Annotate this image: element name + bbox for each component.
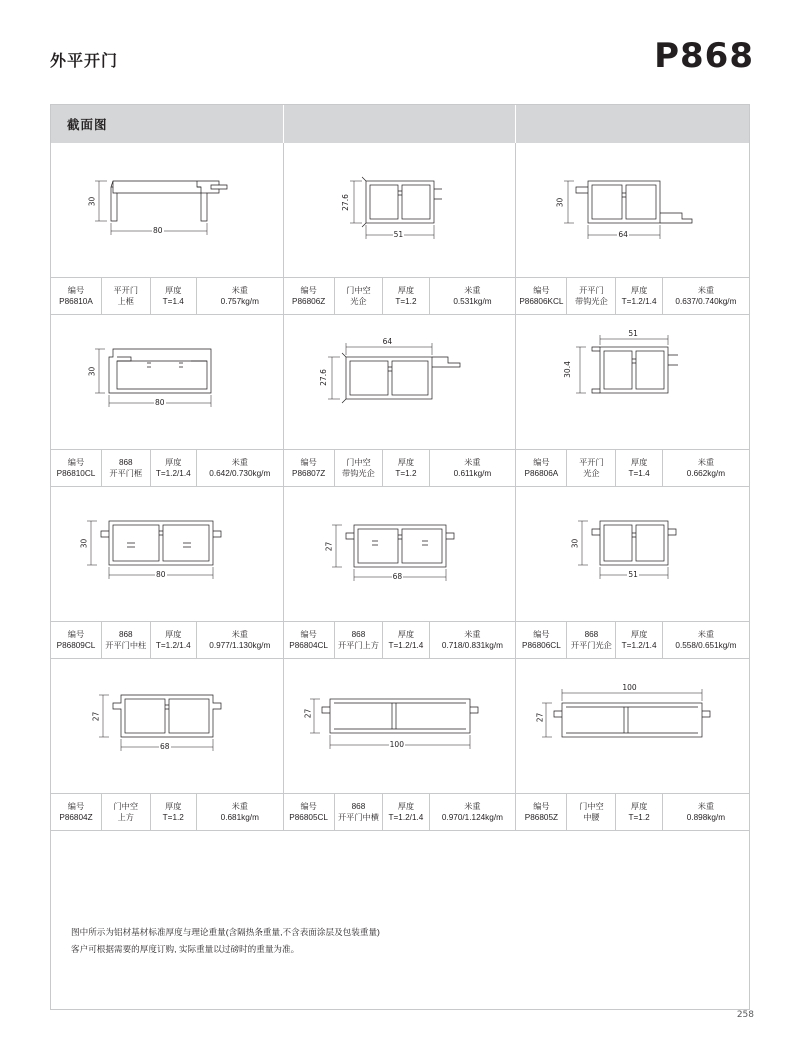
footnote [71,924,380,957]
spec-row-3 [51,622,749,659]
profile-drawing-p86806kcl [516,143,749,277]
section-header-cell-2 [284,105,517,143]
spec-value-thickness: T=1.2 [162,813,184,822]
spec-label-weight: 米重 [697,457,715,467]
spec-label-code: 编号 [300,285,317,295]
spec-value-thickness: T=1.2/1.4 [155,641,191,650]
profile-drawing-p86806cl [516,487,749,621]
dim-width-p86806kcl: 64 [618,230,628,239]
spec-value-weight: 0.757kg/m [220,297,259,306]
spec-cell-p86806kcl [516,278,749,314]
profile-drawing-p86810a [51,143,284,277]
spec-name-p86804cl [335,622,384,658]
dim-height-p86805cl: 27 [302,708,312,719]
spec-code-p86809cl [51,622,102,658]
spec-row-1 [51,278,749,315]
spec-label-thickness: 厚度 [165,457,182,467]
spec-weight-p86810a [197,278,283,314]
spec-row-4 [51,794,749,831]
spec-label-thickness: 厚度 [397,629,415,639]
spec-name-line1: 门中空 [113,801,139,811]
spec-label-code: 编号 [300,629,317,639]
spec-thickness-p86809cl [151,622,197,658]
spec-name-line1: 868 [118,629,133,639]
spec-label-code: 编号 [533,285,550,295]
spec-thickness-p86804cl [383,622,429,658]
spec-name-line2: 开平门中横 [337,813,379,822]
spec-weight-p86805z [663,794,749,830]
spec-value-thickness: T=1.2/1.4 [388,813,424,822]
dim-height-p86805z: 27 [535,712,545,723]
spec-name-p86806a [567,450,616,486]
spec-label-weight: 米重 [464,285,481,295]
drawing-cell-p86806a [516,315,749,449]
drawing-row-3 [51,487,749,622]
spec-value-thickness: T=1.4 [162,297,184,306]
dim-width-p86809cl: 80 [156,570,166,579]
spec-value-code: P86804CL [289,641,328,650]
spec-name-line1: 门中空 [346,457,371,467]
spec-value-thickness: T=1.2/1.4 [388,641,424,650]
profile-drawing-p86806z [284,143,517,277]
dim-height-p86810a: 30 [87,196,97,207]
spec-label-code: 编号 [67,801,85,811]
spec-label-thickness: 厚度 [397,285,415,295]
spec-thickness-p86810cl [151,450,197,486]
dim-height-p86806a: 30.4 [563,361,573,378]
spec-code-p86810a [51,278,102,314]
spec-name-line2: 光企 [350,297,367,306]
spec-value-code: P86804Z [59,813,93,822]
spec-cell-p86810a [51,278,284,314]
drawing-cell-p86806kcl [516,143,749,277]
spec-cell-p86806a [516,450,749,486]
spec-code-p86810cl [51,450,102,486]
spec-thickness-p86806kcl [616,278,663,314]
dim-width-p86810a: 80 [153,226,163,235]
spec-label-weight: 米重 [231,801,248,811]
spec-label-weight: 米重 [464,801,481,811]
spec-label-code: 编号 [533,629,550,639]
dim-width-p86806z: 51 [393,230,404,239]
dim-height-p86810cl: 30 [87,366,97,377]
spec-label-thickness: 厚度 [630,285,648,295]
spec-weight-p86806kcl [663,278,749,314]
spec-value-code: P86806Z [292,297,326,306]
spec-cell-p86809cl [51,622,284,658]
spec-name-p86806cl [567,622,616,658]
spec-value-weight: 0.611kg/m [453,469,492,478]
spec-weight-p86805cl [430,794,516,830]
spec-name-line1: 868 [584,629,599,639]
spec-code-p86804cl [284,622,335,658]
spec-value-weight: 0.642/0.730kg/m [209,469,271,478]
spec-value-code: P86810CL [56,469,96,478]
spec-label-code: 编号 [67,285,85,295]
spec-name-line2: 开平门光企 [570,641,612,650]
spec-name-p86805cl [335,794,384,830]
spec-value-thickness: T=1.2/1.4 [621,297,657,306]
spec-name-line2: 光企 [583,469,600,478]
drawing-cell-p86806z [284,143,517,277]
drawing-cell-p86804cl [284,487,517,621]
spec-name-line1: 平开门 [579,457,604,467]
spec-thickness-p86806a [616,450,663,486]
profile-drawing-p86804cl [284,487,517,621]
footnote-line-1: 图中所示为铝材基材标准厚度与理论重量(含隔热条重量,不含表面涂层及包装重量) [71,927,380,938]
drawing-cell-p86805z [516,659,749,793]
spec-value-thickness: T=1.4 [628,469,650,478]
spec-label-thickness: 厚度 [630,457,648,467]
dim-height-p86804cl: 27 [323,541,333,552]
spec-label-code: 编号 [533,457,550,467]
dim-width-p86806cl: 51 [628,570,638,579]
spec-label-weight: 米重 [697,285,715,295]
spec-weight-p86804cl [430,622,516,658]
spec-label-code: 编号 [533,801,550,811]
spec-value-thickness: T=1.2/1.4 [155,469,191,478]
section-header-row [51,105,749,143]
spec-code-p86806kcl [516,278,567,314]
profile-table [50,104,750,1010]
spec-name-line1: 868 [351,801,366,811]
spec-label-code: 编号 [300,801,317,811]
spec-name-line2: 带钩光企 [575,297,608,306]
profile-drawing-p86805z [516,659,749,793]
spec-cell-p86805cl [284,794,517,830]
spec-thickness-p86804z [151,794,197,830]
spec-cell-p86805z [516,794,749,830]
spec-name-line1: 平开门 [113,285,139,295]
dim-width-p86806a: 51 [628,329,638,338]
spec-weight-p86806z [430,278,516,314]
spec-code-p86806a [516,450,567,486]
spec-weight-p86804z [197,794,283,830]
spec-value-weight: 0.637/0.740kg/m [675,297,737,306]
spec-label-thickness: 厚度 [630,801,648,811]
spec-name-line1: 868 [351,629,366,639]
spec-value-thickness: T=1.2 [395,469,417,478]
dim-height-p86806kcl: 30 [555,197,565,208]
spec-label-weight: 米重 [231,285,248,295]
spec-value-code: P86806A [524,469,559,478]
dim-width-p86805cl: 100 [389,740,404,749]
dim-height-p86807z: 27.6 [318,369,328,386]
dim-width-p86807z: 64 [382,337,393,346]
spec-label-thickness: 厚度 [165,285,182,295]
spec-value-weight: 0.970/1.124kg/m [441,813,503,822]
spec-value-weight: 0.681kg/m [220,813,259,822]
page-header [0,36,800,92]
profile-drawing-p86809cl [51,487,284,621]
spec-code-p86807z [284,450,335,486]
spec-thickness-p86805cl [383,794,429,830]
spec-code-p86804z [51,794,102,830]
spec-value-thickness: T=1.2 [395,297,417,306]
footnote-line-2: 客户可根据需要的厚度订购, 实际重量以过磅时的重量为准。 [71,943,300,954]
profile-drawing-p86804z [51,659,284,793]
spec-value-code: P86807Z [292,469,326,478]
spec-label-code: 编号 [67,629,85,639]
section-header-label: 截面图 [67,118,108,132]
spec-value-code: P86806KCL [519,297,564,306]
spec-weight-p86806cl [663,622,749,658]
page-number: 258 [736,1010,754,1020]
spec-label-thickness: 厚度 [165,801,182,811]
spec-thickness-p86810a [151,278,197,314]
section-header-cell-3 [516,105,749,143]
spec-value-weight: 0.662kg/m [686,469,726,478]
dim-height-p86806cl: 30 [570,538,580,549]
spec-name-line2: 带钩光企 [342,469,375,478]
spec-thickness-p86806cl [616,622,663,658]
spec-label-weight: 米重 [697,629,715,639]
spec-value-thickness: T=1.2/1.4 [621,641,657,650]
section-header-cell-1 [51,105,284,143]
spec-cell-p86807z [284,450,517,486]
spec-label-thickness: 厚度 [630,629,648,639]
spec-label-weight: 米重 [231,629,248,639]
dim-width-p86805z: 100 [622,683,637,692]
spec-name-p86806z [335,278,384,314]
spec-value-code: P86805CL [289,813,328,822]
dim-width-p86804z: 68 [160,742,170,751]
spec-name-line2: 上框 [117,297,134,306]
spec-thickness-p86806z [383,278,429,314]
spec-value-code: P86806CL [522,641,561,650]
spec-code-p86805cl [284,794,335,830]
spec-cell-p86804z [51,794,284,830]
spec-label-weight: 米重 [697,801,715,811]
spec-name-p86806kcl [567,278,616,314]
dim-height-p86809cl: 30 [79,538,89,549]
profile-drawing-p86805cl [284,659,517,793]
spec-label-thickness: 厚度 [397,801,415,811]
drawing-cell-p86807z [284,315,517,449]
spec-cell-p86806z [284,278,517,314]
drawing-cell-p86810cl [51,315,284,449]
dim-width-p86810cl: 80 [155,398,165,407]
spec-name-line1: 868 [118,457,133,467]
drawing-cell-p86809cl [51,487,284,621]
spec-value-weight: 0.977/1.130kg/m [209,641,271,650]
spec-value-code: P86805Z [524,813,559,822]
note-area [51,831,749,1009]
spec-code-p86806cl [516,622,567,658]
dim-height-p86804z: 27 [91,711,101,722]
spec-value-thickness: T=1.2 [628,813,650,822]
drawing-cell-p86804z [51,659,284,793]
spec-name-line2: 中腰 [583,813,600,822]
spec-name-p86807z [335,450,384,486]
spec-weight-p86807z [430,450,516,486]
spec-code-p86806z [284,278,335,314]
spec-name-line2: 开平门中柱 [105,641,147,650]
dim-width-p86804cl: 68 [392,572,403,581]
drawing-row-2 [51,315,749,450]
spec-row-2 [51,450,749,487]
spec-thickness-p86807z [383,450,429,486]
spec-name-p86805z [567,794,616,830]
spec-name-line1: 门中空 [579,801,604,811]
spec-name-line1: 开平门 [579,285,604,295]
spec-cell-p86810cl [51,450,284,486]
spec-label-code: 编号 [67,457,85,467]
spec-value-code: P86810A [59,297,93,306]
spec-value-code: P86809CL [56,641,96,650]
spec-label-code: 编号 [300,457,317,467]
spec-label-thickness: 厚度 [165,629,182,639]
spec-name-p86810cl [102,450,151,486]
spec-value-weight: 0.898kg/m [686,813,726,822]
spec-label-thickness: 厚度 [397,457,415,467]
page-title: 外平开门 [50,53,119,70]
drawing-row-4 [51,659,749,794]
drawing-row-1 [51,143,749,278]
spec-name-p86810a [102,278,151,314]
spec-label-weight: 米重 [464,629,481,639]
spec-name-p86804z [102,794,151,830]
spec-weight-p86810cl [197,450,283,486]
spec-weight-p86809cl [197,622,283,658]
profile-drawing-p86810cl [51,315,284,449]
spec-name-line2: 开平门上方 [337,641,379,650]
spec-value-weight: 0.718/0.831kg/m [441,641,503,650]
spec-value-weight: 0.531kg/m [453,297,492,306]
spec-label-weight: 米重 [231,457,248,467]
spec-name-line2: 上方 [117,813,134,822]
spec-code-p86805z [516,794,567,830]
drawing-cell-p86810a [51,143,284,277]
spec-cell-p86804cl [284,622,517,658]
spec-name-line2: 开平门框 [109,469,143,478]
dim-height-p86806z: 27.6 [340,194,350,211]
spec-weight-p86806a [663,450,749,486]
spec-label-weight: 米重 [464,457,481,467]
spec-name-line1: 门中空 [346,285,371,295]
drawing-cell-p86805cl [284,659,517,793]
spec-thickness-p86805z [616,794,663,830]
spec-value-weight: 0.558/0.651kg/m [675,641,737,650]
drawing-cell-p86806cl [516,487,749,621]
spec-cell-p86806cl [516,622,749,658]
spec-name-p86809cl [102,622,151,658]
series-code: P868 [654,36,754,76]
